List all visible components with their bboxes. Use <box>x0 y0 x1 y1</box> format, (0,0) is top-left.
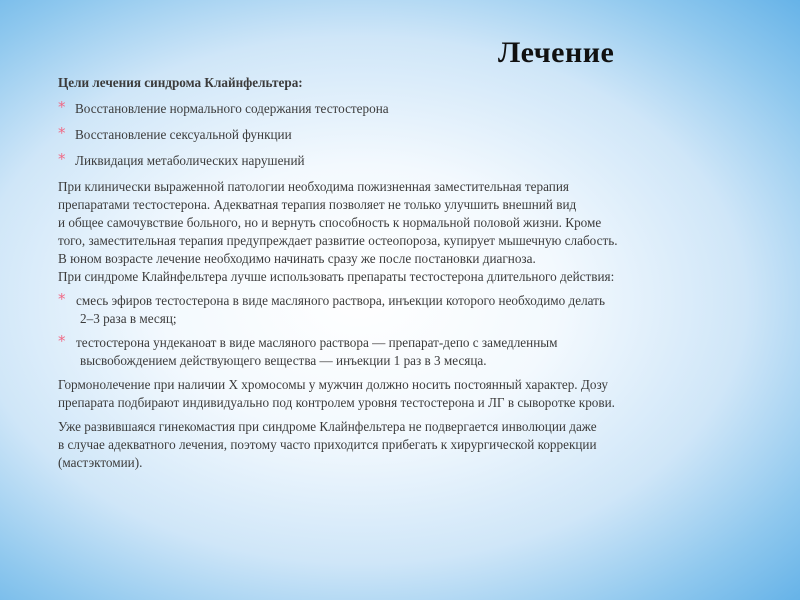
goal-text: Восстановление нормального содержания тестостерона <box>75 101 389 116</box>
therapy-paragraph <box>58 178 738 286</box>
text-line: В юном возрасте лечение необходимо начинать сразу же после постановки диагноза. <box>58 251 536 266</box>
asterisk-bullet-icon: * <box>58 150 66 168</box>
text-line: При клинически выраженной патологии необходима пожизненная заместительная терапия <box>58 179 569 194</box>
goal-item <box>58 152 738 170</box>
goal-item <box>58 126 738 144</box>
text-line: и общее самочувствие больного, но и вернуть способность к нормальной половой жизни. Кроме <box>58 215 602 230</box>
text-line: препаратами тестостерона. Адекватная терапия позволяет не только улучшить внешний вид <box>58 197 577 212</box>
goal-item <box>58 100 738 118</box>
drug-text-line: высвобождением действующего вещества — инъекции 1 раз в 3 месяца. <box>80 353 487 368</box>
text-line: того, заместительная терапия предупреждает развитие остеопороза, купирует мышечную слабость. <box>58 233 618 248</box>
slide-title: Лечение <box>498 36 615 69</box>
asterisk-bullet-icon: * <box>58 98 66 116</box>
text-line: При синдроме Клайнфельтера лучше использовать препараты тестостерона длительного действия: <box>58 269 615 284</box>
drug-text-line: 2–3 раза в месяц; <box>80 311 177 326</box>
text-line: в случае адекватного лечения, поэтому часто приходится прибегать к хирургической коррекции <box>58 437 597 452</box>
text-line: Гормонолечение при наличии Х хромосомы у мужчин должно носить постоянный характер. Дозу <box>58 377 609 392</box>
drug-item <box>58 334 738 370</box>
asterisk-bullet-icon: * <box>58 332 66 350</box>
drug-text-line: тестостерона ундеканоат в виде масляного раствора — препарат-депо с замедленным <box>76 335 558 350</box>
text-line: препарата подбирают индивидуально под контролем уровня тестостерона и ЛГ в сыворотке крови. <box>58 395 615 410</box>
hormone-therapy-paragraph <box>58 376 738 412</box>
goal-text: Ликвидация метаболических нарушений <box>75 153 305 168</box>
asterisk-bullet-icon: * <box>58 290 66 308</box>
drug-item <box>58 292 738 328</box>
treatment-goals-heading: Цели лечения синдрома Клайнфельтера: <box>58 75 303 90</box>
text-line: (мастэктомии). <box>58 455 143 470</box>
slide-content <box>58 74 738 472</box>
asterisk-bullet-icon: * <box>58 124 66 142</box>
drug-text-line: смесь эфиров тестостерона в виде масляного раствора, инъекции которого необходимо делать <box>76 293 605 308</box>
goal-text: Восстановление сексуальной функции <box>75 127 292 142</box>
gynecomastia-paragraph <box>58 418 738 472</box>
text-line: Уже развившаяся гинекомастия при синдроме Клайнфельтера не подвергается инволюции даже <box>58 419 597 434</box>
